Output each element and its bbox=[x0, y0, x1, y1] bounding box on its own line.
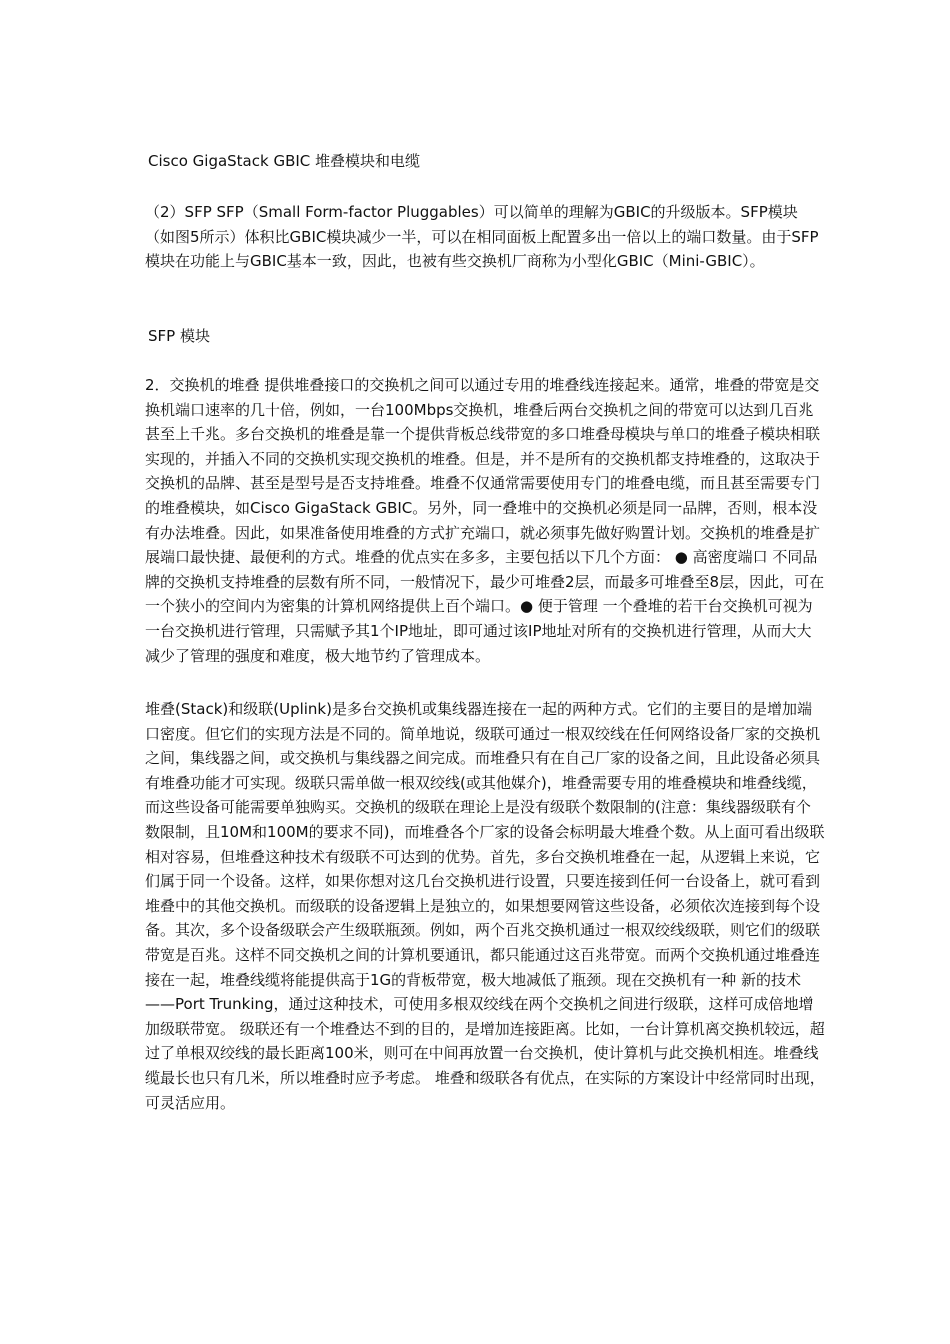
figure-caption-sfp: SFP 模块 bbox=[148, 327, 210, 345]
figure-caption-gigastack: Cisco GigaStack GBIC 堆叠模块和电缆 bbox=[148, 152, 421, 170]
paragraph-cascade: 堆叠(Stack)和级联(Uplink)是多台交换机或集线器连接在一起的两种方式。它们的主要目的是增加端口密度。但它们的实现方法是不同的。简单地说，级联可通过一根双绞线在任何网络设备厂家的交换机之间，集线器之间，或交换机与集线器之间完成。而堆叠只有在自己厂家的设备之间，且此设备必须具有堆叠功能才可实现。级联只需单做一根双绞线(或其他媒介)，堆叠需要专用的堆叠模块和堆叠线缆，而这些设备可能需要单独购买。交换机的级联在理论上是没有级联个数限制的(注意：集线器级联有个数限制，且10M和100M的要求不同)，而堆叠各个厂家的设备会标明最大堆叠个数。从上面可看出级联相对容易，但堆叠这种技术有级联不可达到的优势。首先，多台交换机堆叠在一起，从逻辑上来说，它们属于同一个设备。这样，如果你想对这几台交换机进行设置，只要连接到任何一台设备上，就可看到堆叠中的其他交换机。而级联的设备逻辑上是独立的，如果想要网管这些设备，必须依次连接到每个设备。其次，多个设备级联会产生级联瓶颈。例如，两个百兆交换机通过一根双绞线级联，则它们的级联带宽是百兆。这样不同交换机之间的计算机要通讯，都只能通过这百兆带宽。而两个交换机通过堆叠连接在一起，堆叠线缆将能提供高于1G的背板带宽，极大地减低了瓶颈。现在交换机有一种 新的技术——Port Trunking，通过这种技术，可使用多根双绞线在两个交换机之间进行级联，这样可成倍地增加级联带宽。 级联还有一个堆叠达不到的目的，是增加连接距离。比如，一台计算机离交换机较远，超过了单根双绞线的最长距离100米，则可在中间再放置一台交换机，使计算机与此交换机相连。堆叠线缆最长也只有几米，所以堆叠时应予考虑。 堆叠和级联各有优点，在实际的方案设计中经常同时出现，可灵活应用。 bbox=[145, 700, 825, 1112]
paragraph-sfp: （2）SFP SFP（Small Form-factor Pluggables）可以简单的理解为GBIC的升级版本。SFP模块（如图5所示）体积比GBIC模块减少一半，可以在相同面板上配置多出一倍以上的端口数量。由于SFP模块在功能上与GBIC基本一致，因此，也被有些交换机厂商称为小型化GBIC（Mini-GBIC）。 bbox=[145, 203, 819, 271]
paragraph-stacking: 2．交换机的堆叠 提供堆叠接口的交换机之间可以通过专用的堆叠线连接起来。通常，堆叠的带宽是交换机端口速率的几十倍，例如，一台100Mbps交换机，堆叠后两台交换机之间的带宽可以达到几百兆甚至上千兆。多台交换机的堆叠是靠一个提供背板总线带宽的多口堆叠母模块与单口的堆叠子模块相联实现的，并插入不同的交换机实现交换机的堆叠。但是，并不是所有的交换机都支持堆叠的，这取决于交换机的品牌、甚至是型号是否支持堆叠。堆叠不仅通常需要使用专门的堆叠电缆，而且甚至需要专门的堆叠模块，如Cisco GigaStack GBIC。另外，同一叠堆中的交换机必须是同一品牌，否则，根本没有办法堆叠。因此，如果准备使用堆叠的方式扩充端口，就必须事先做好购置计划。交换机的堆叠是扩展端口最快捷、最便利的方式。堆叠的优点实在多多，主要包括以下几个方面： ● 高密度端口 不同品牌的交换机支持堆叠的层数有所不同，一般情况下，最少可堆叠2层，而最多可堆叠至8层，因此，可在一个狭小的空间内为密集的计算机网络提供上百个端口。● 便于管理 一个叠堆的若干台交换机可视为一台交换机进行管理，只需赋予其1个IP地址，即可通过该IP地址对所有的交换机进行管理，从而大大减少了管理的强度和难度，极大地节约了管理成本。 bbox=[145, 376, 825, 665]
